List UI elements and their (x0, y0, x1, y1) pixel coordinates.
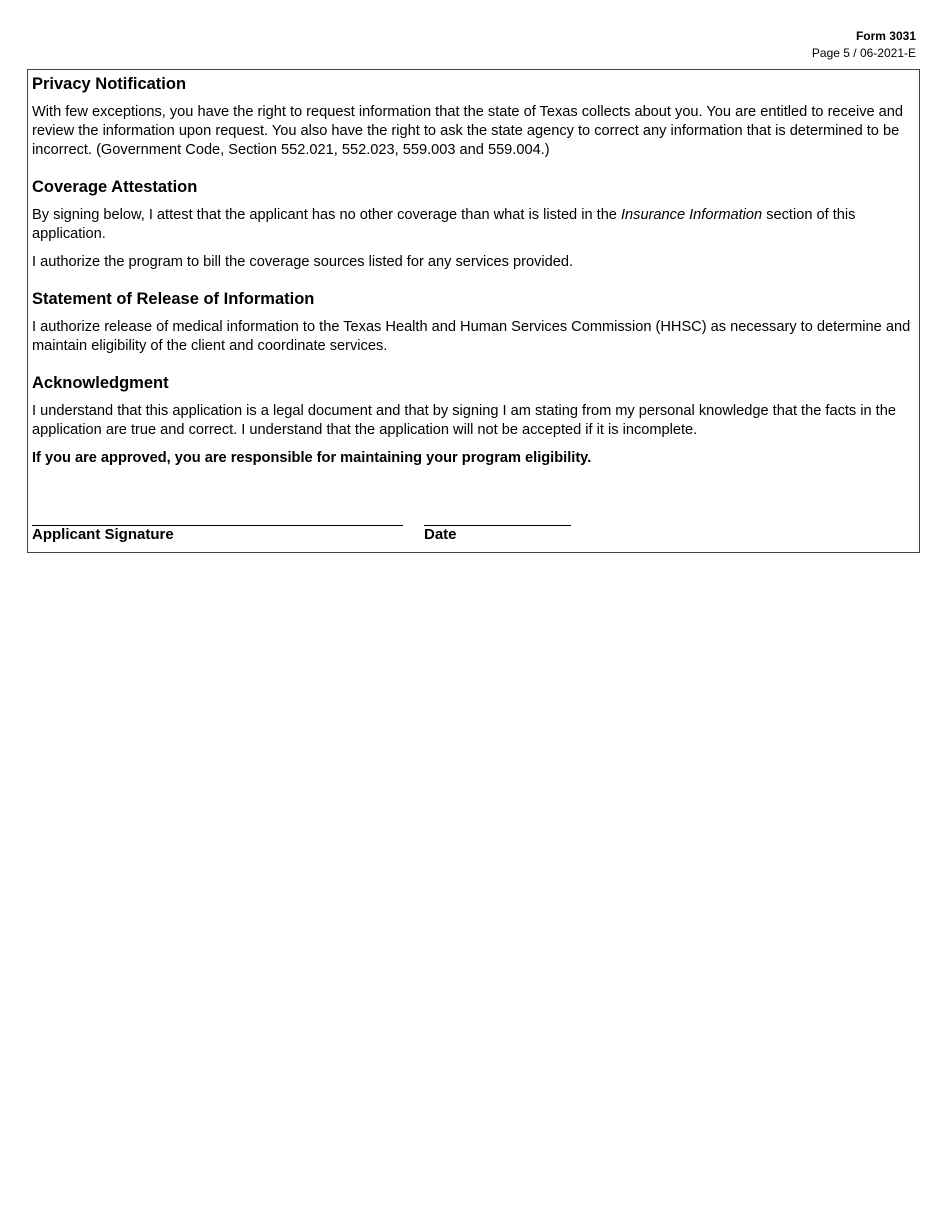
coverage-text-before: By signing below, I attest that the applicant has no other coverage than what is listed in the (32, 207, 621, 223)
release-title: Statement of Release of Information (32, 290, 315, 308)
acknowledgment-title: Acknowledgment (32, 374, 169, 392)
signature-row (32, 525, 632, 549)
acknowledgment-text: I understand that this application is a legal document and that by signing I am stating from my personal knowledge that the facts in the application are true and correct. I understand that the application will not be accepted if it is incomplete. (32, 403, 896, 438)
coverage-authorize-text: I authorize the program to bill the coverage sources listed for any services provided. (32, 254, 574, 270)
page-info: Page 5 / 06-2021-E (811, 46, 916, 60)
coverage-text-after: section of this application. (32, 207, 856, 242)
privacy-title: Privacy Notification (32, 75, 187, 93)
coverage-section (32, 176, 915, 272)
privacy-text: With few exceptions, you have the right to request information that the state of Texas collects about you. You are entitled to receive and review the information upon request. You also have the right to ask the state agency to correct any information that is determined to be incorrect. (Government Code, Section 552.021, 552.023, 559.003 and 559.004.) (32, 104, 904, 158)
acknowledgment-section (32, 372, 915, 468)
form-number: Form 3031 (855, 29, 916, 43)
form-content-box (27, 69, 920, 553)
eligibility-statement: If you are approved, you are responsible for maintaining your program eligibility. (32, 450, 592, 466)
privacy-section (32, 73, 915, 160)
coverage-text (32, 206, 915, 244)
date-label: Date (424, 526, 457, 543)
applicant-signature-label: Applicant Signature (32, 526, 174, 543)
release-text: I authorize release of medical information to the Texas Health and Human Services Commission (HHSC) as necessary to determine and maintain eligibility of the client and coordinate services. (32, 319, 911, 354)
coverage-text-italic: Insurance Information (620, 207, 763, 223)
form-header (812, 28, 916, 62)
coverage-title: Coverage Attestation (32, 178, 198, 196)
release-section (32, 288, 915, 356)
